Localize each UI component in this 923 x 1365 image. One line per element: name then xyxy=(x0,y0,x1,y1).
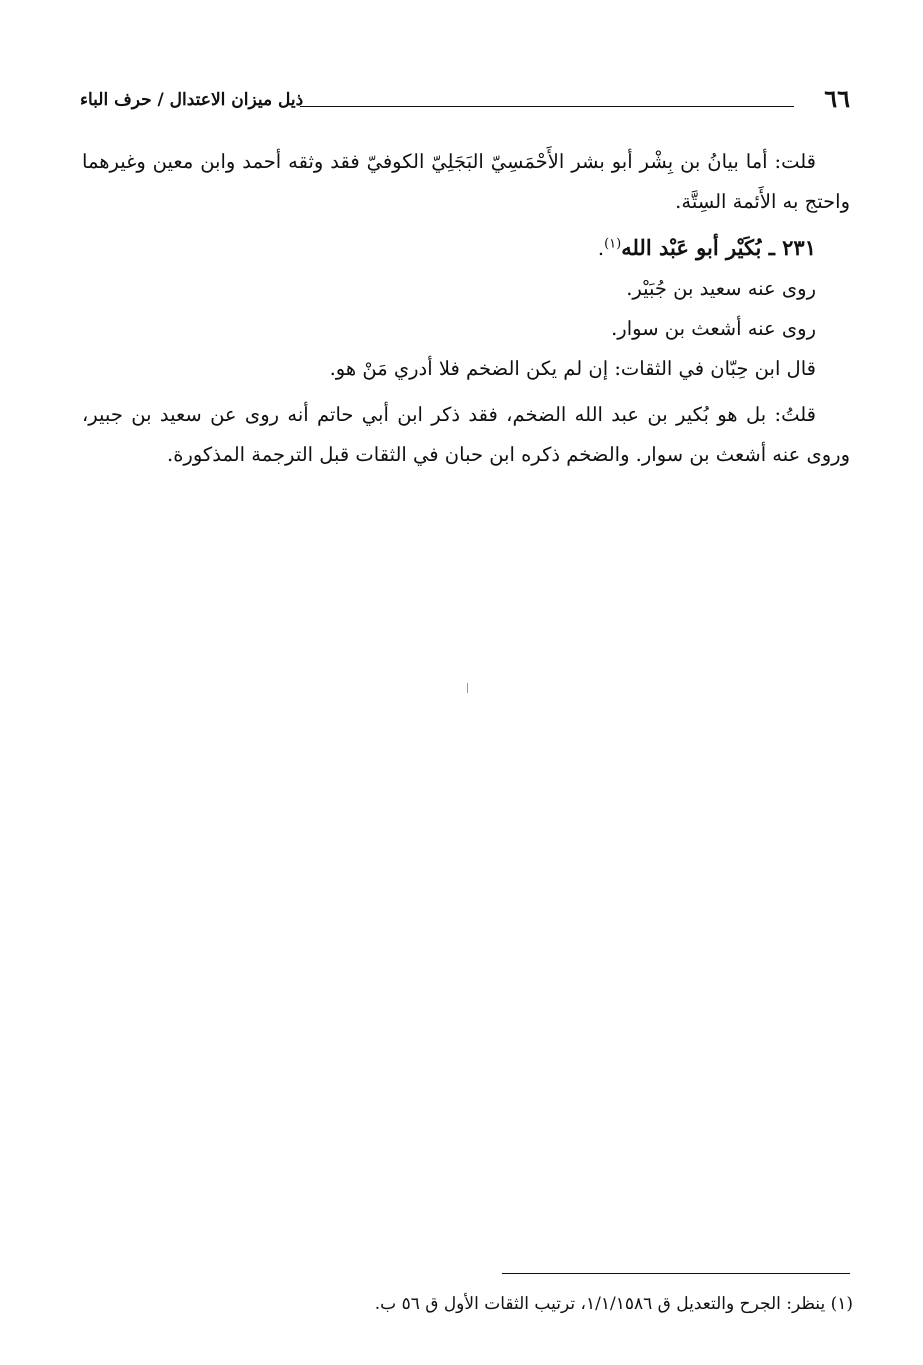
quote-line xyxy=(82,349,850,389)
paragraph-commentary: قلتُ: بل هو بُكير بن عبد الله الضخم، فقد ذكر ابن أبي حاتم أنه روى عن سعيد بن جبير، وروى عنه أشعث بن سوار. والضخم ذكره ابن حبان في الثقات قبل الترجمة المذكورة. xyxy=(82,403,850,466)
narration-line: روى عنه أشعث بن سوار. xyxy=(611,317,816,340)
footnote-reference: (١) xyxy=(604,236,622,252)
footnote-rule xyxy=(502,1273,850,1274)
quote-text: إن لم يكن الضخم فلا أدري مَنْ هو. xyxy=(329,357,609,380)
paragraph-commentary: قلت: أما بيانُ بن بِشْر أبو بشر الأَحْمَسِيّ البَجَلِيّ الكوفيّ فقد وثقه أحمد وابن معين وغيرهما واحتج به الأَئمة السِتَّة. xyxy=(82,150,850,213)
page-header xyxy=(80,84,850,118)
entry-heading-line xyxy=(82,228,850,269)
running-title: ذيل ميزان الاعتدال / حرف الباء xyxy=(80,90,304,110)
entry-heading-period: . xyxy=(597,237,605,260)
body-text xyxy=(82,142,850,475)
entry-heading: ٢٣١ ـ بُكَيْر أبو عَبْد الله xyxy=(621,235,816,260)
header-rule xyxy=(300,106,794,107)
page-number: ٦٦ xyxy=(824,84,850,113)
footnote: (١) ينظر: الجرح والتعديل ق ١/١/١٥٨٦، ترتيب الثقات الأول ق ٥٦ ب. xyxy=(374,1294,853,1314)
quote-source: قال ابن حِبّان في الثقات: xyxy=(608,357,816,380)
scan-artifact xyxy=(467,683,468,693)
narration-line: روى عنه سعيد بن جُبَيْر. xyxy=(626,277,816,300)
